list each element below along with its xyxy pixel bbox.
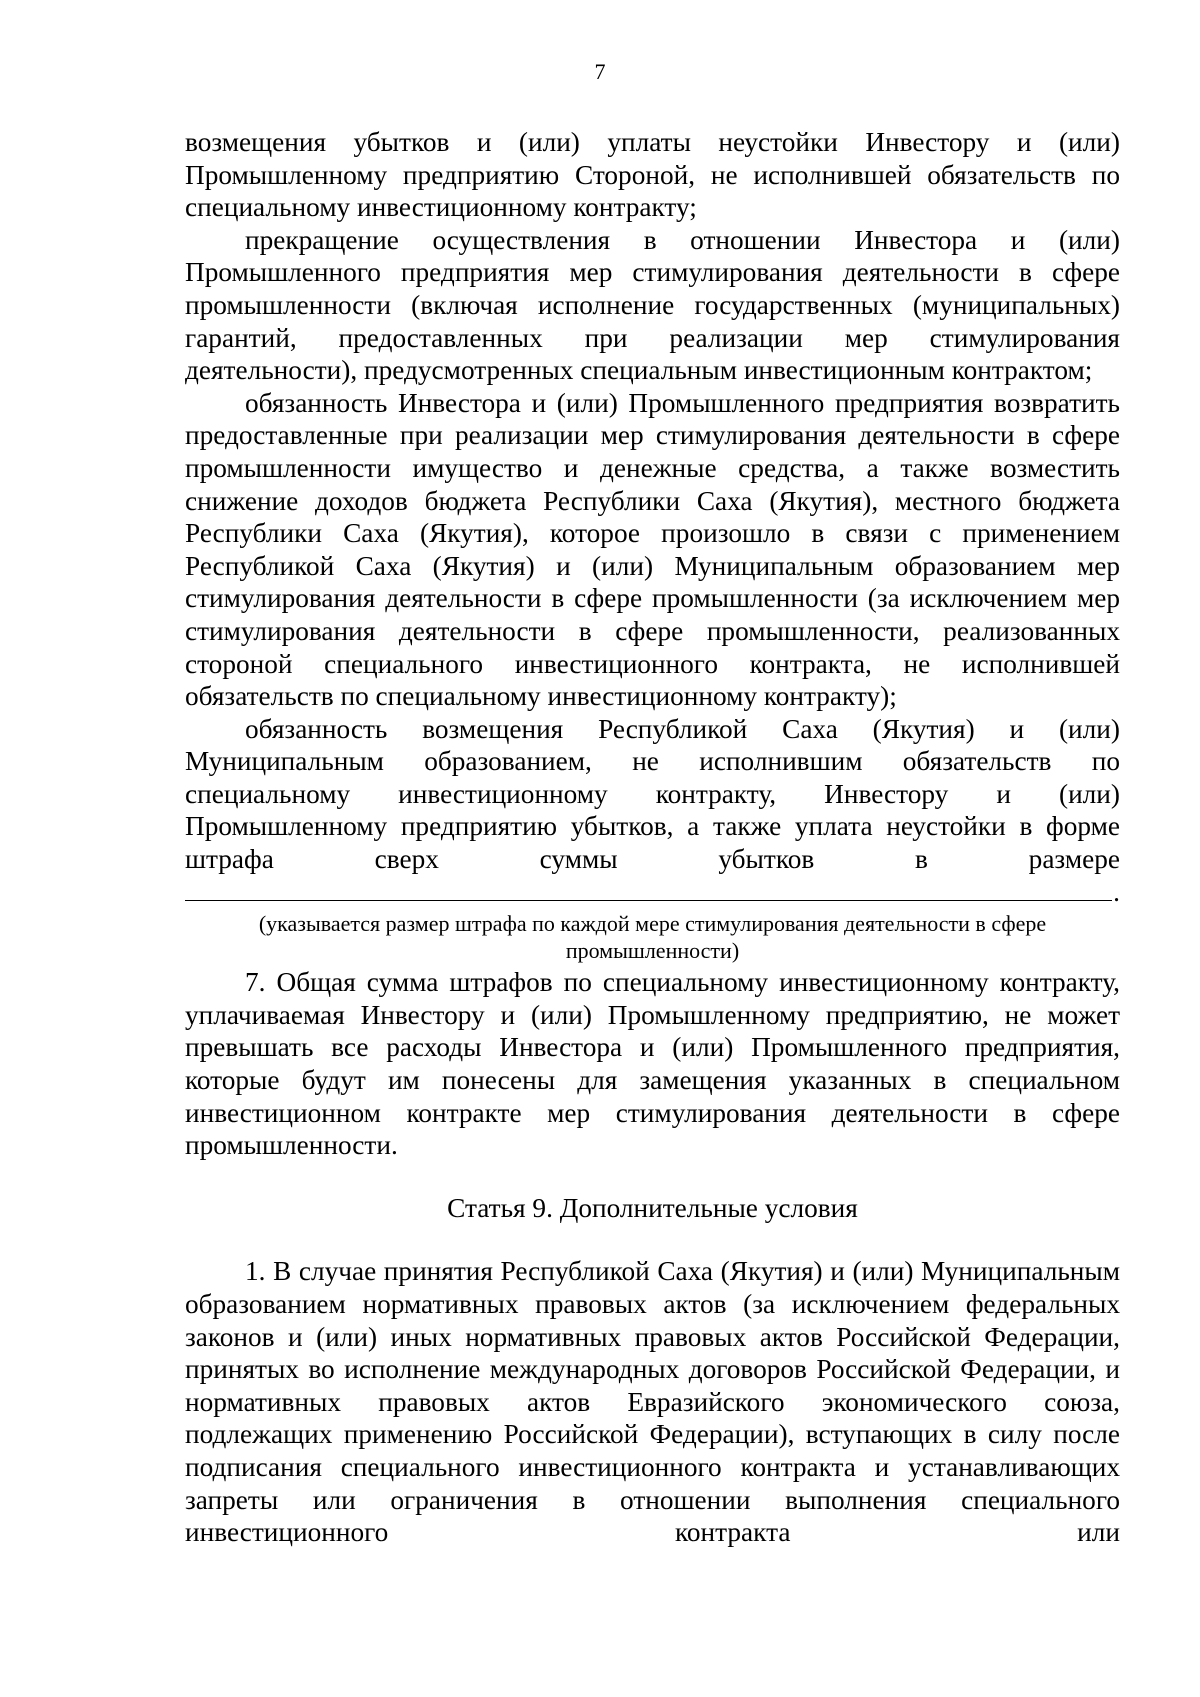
page-number: 7 bbox=[594, 59, 606, 84]
fine-amount-blank bbox=[185, 876, 1120, 909]
paragraph-termination-measures: прекращение осуществления в отношении Инвестора и (или) Промышленного предприятия мер стимулирования деятельности в сфере промышленности (включая исполнение государственных (муниципальных) гарантий, предоставленных при реализации мер стимулирования деятельности), предусмотренных специальным инвестиционным контрактом; bbox=[185, 224, 1120, 386]
document-body bbox=[185, 126, 1120, 1549]
paragraph-compensation-losses: возмещения убытков и (или) уплаты неустойки Инвестору и (или) Промышленному предприятию Стороной, не исполнившей обязательств по специальному инвестиционному контракту; bbox=[185, 127, 1120, 223]
fill-in-line bbox=[185, 900, 1112, 901]
paragraph-investor-obligation-return: обязанность Инвестора и (или) Промышленного предприятия возвратить предоставленные при реализации мер стимулирования деятельности в сфере промышленности имущество и денежные средства, а также возместить снижение доходов бюджета Республики Саха (Якутия), местного бюджета Республики Саха (Якутия), которое произошло в связи с применением Республикой Саха (Якутия) и (или) Муниципальным образованием мер стимулирования деятельности в сфере промышленности (за исключением мер стимулирования деятельности в сфере промышленности, реализованных стороной специального инвестиционного контракта, не исполнившей обязательств по специальному инвестиционному контракту); bbox=[185, 387, 1120, 712]
paragraph-additional-conditions-1: 1. В случае принятия Республикой Саха (Якутия) и (или) Муниципальным образованием нормативных правовых актов (за исключением федеральных законов и (или) иных нормативных правовых актов Российской Федерации, принятых во исполнение международных договоров Российской Федерации, и нормативных правовых актов Евразийского экономического союза, подлежащих применению Российской Федерации), вступающих в силу после подписания специального инвестиционного контракта и устанавливающих запреты или ограничения в отношении выполнения специального инвестиционного контракта или bbox=[185, 1256, 1120, 1548]
paragraph-total-fines: 7. Общая сумма штрафов по специальному инвестиционному контракту, уплачиваемая Инвестору и (или) Промышленному предприятию, не может превышать все расходы Инвестора и (или) Промышленного предприятия, которые будут им понесены для замещения указанных в специальном инвестиционном контракте мер стимулирования деятельности в сфере промышленности. bbox=[185, 967, 1120, 1161]
article-heading: Статья 9. Дополнительные условия bbox=[447, 1192, 858, 1223]
fill-in-line-period: . bbox=[1113, 876, 1120, 907]
paragraph-republic-compensation: обязанность возмещения Республикой Саха (Якутия) и (или) Муниципальным образованием, не исполнившим обязательств по специальному инвестиционному контракту, Инвестору и (или) Промышленному предприятию убытков, а также уплата неустойки в форме штрафа сверх суммы убытков в размере bbox=[185, 713, 1120, 875]
fine-amount-note: (указывается размер штрафа по каждой мере стимулирования деятельности в сфере промышленности) bbox=[258, 911, 1047, 964]
